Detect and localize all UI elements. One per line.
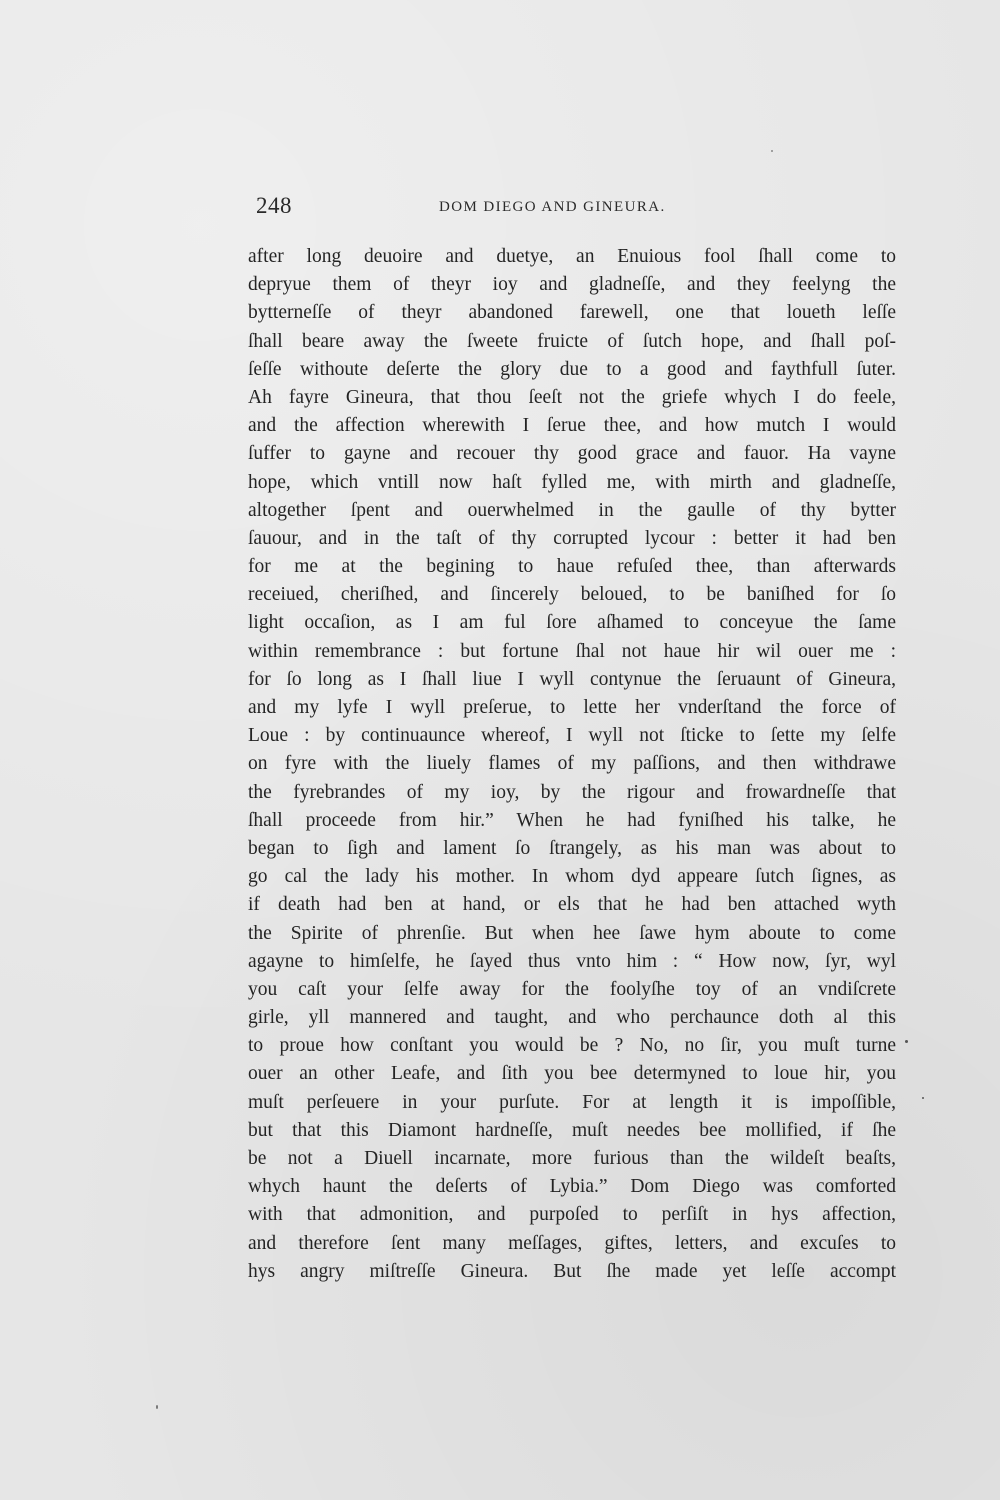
text-line: on fyre with the liuely flames of my paſſions, and then withdrawe (248, 753, 896, 775)
text-line: if death had ben at hand, or els that he had ben attached wyth (248, 894, 896, 916)
text-line: ouer an other Leafe, and ſith you bee determyned to loue hir, you (248, 1063, 896, 1085)
paper-speck (156, 1405, 158, 1409)
body-text (248, 243, 896, 1286)
text-line: the Spirite of phrenſie. But when hee ſawe hym aboute to come (248, 922, 896, 944)
running-head: DOM DIEGO AND GINEURA. (439, 199, 666, 215)
text-line: ſuffer to gayne and recouer thy good grace and fauor. Ha vayne (248, 443, 896, 465)
text-line: Loue : by continuaunce whereof, I wyll not ſticke to ſette my ſelfe (248, 725, 896, 747)
paper-speck (905, 1040, 908, 1043)
paper-speck (771, 150, 773, 152)
text-line: and the affection wherewith I ſerue thee, and how mutch I would (248, 415, 896, 437)
text-line: bytterneſſe of theyr abandoned farewell, one that loueth leſſe (248, 302, 896, 324)
text-line: for ſo long as I ſhall liue I wyll contynue the ſeruaunt of Gineura, (248, 668, 896, 690)
text-line: be not a Diuell incarnate, more furious than the wildeſt beaſts, (248, 1148, 896, 1169)
text-line: for me at the begining to haue refuſed thee, than afterwards (248, 556, 896, 578)
text-line: hope, which vntill now haſt fylled me, with mirth and gladneſſe, (248, 471, 896, 493)
page-number: 248 (256, 193, 292, 218)
text-line: ſhall beare away the ſweete fruicte of ſutch hope, and ſhall poſ- (248, 330, 896, 352)
text-line: ſeſſe withoute deſerte the glory due to a good and faythfull ſuter. (248, 358, 896, 380)
text-line: ſauour, and in the taſt of thy corrupted lycour : better it had ben (248, 527, 896, 549)
text-line: altogether ſpent and ouerwhelmed in the gaulle of thy bytter (248, 499, 896, 521)
text-line: and my lyfe I wyll preſerue, to lette her vnderſtand the force of (248, 697, 896, 718)
text-line: and therefore ſent many meſſages, giftes, letters, and excuſes to (248, 1232, 896, 1254)
text-line: go cal the lady his mother. In whom dyd appeare ſutch ſignes, as (248, 866, 896, 888)
text-line: but that this Diamont hardneſſe, muſt needes bee mollified, if ſhe (248, 1119, 896, 1141)
text-line: you caſt your ſelfe away for the foolyſhe toy of an vndiſcrete (248, 978, 896, 1000)
page-header (256, 193, 896, 223)
text-line: hys angry miſtreſſe Gineura. But ſhe made yet leſſe accompt (248, 1260, 896, 1282)
text-line: the fyrebrandes of my ioy, by the rigour and frowardneſſe that (248, 781, 896, 803)
text-line: Ah fayre Gineura, that thou ſeeſt not the griefe whych I do feele, (248, 386, 896, 408)
text-line: agayne to himſelfe, he ſayed thus vnto him : “ How now, ſyr, wyl (248, 950, 896, 972)
text-line: light occaſion, as I am ful ſore aſhamed to conceyue the ſame (248, 612, 896, 634)
text-line: began to ſigh and lament ſo ſtrangely, as his man was about to (248, 837, 896, 859)
text-line: girle, yll mannered and taught, and who perchaunce doth al this (248, 1007, 896, 1029)
text-line: receiued, cheriſhed, and ſincerely beloued, to be baniſhed for ſo (248, 584, 896, 606)
paper-speck (922, 1097, 924, 1099)
text-line: depryue them of theyr ioy and gladneſſe, and they feelyng the (248, 274, 896, 296)
text-line: after long deuoire and duetye, an Enuious fool ſhall come to (248, 246, 896, 267)
text-line: muſt perſeuere in your purſute. For at length it is impoſſible, (248, 1091, 896, 1113)
text-line: whych haunt the deſerts of Lybia.” Dom Diego was comforted (248, 1176, 896, 1198)
text-line: ſhall proceede from hir.” When he had fyniſhed his talke, he (248, 809, 896, 831)
text-line: to proue how conſtant you would be ? No, no ſir, you muſt turne (248, 1035, 896, 1057)
text-line: with that admonition, and purpoſed to perſiſt in hys affection, (248, 1204, 896, 1226)
text-line: within remembrance : but fortune ſhal not haue hir wil ouer me : (248, 640, 896, 662)
